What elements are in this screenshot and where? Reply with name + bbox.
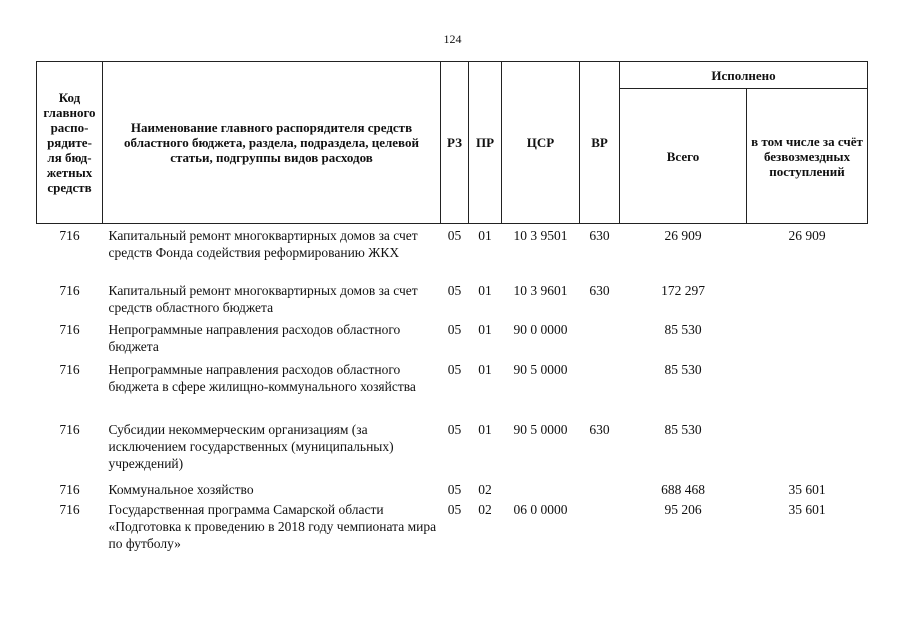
row-total: 85 530 [664, 421, 702, 437]
row-pr: 01 [478, 361, 492, 377]
row-grants [747, 321, 868, 361]
row-total: 688 468 [661, 481, 705, 497]
row-rz: 05 [447, 321, 462, 337]
row-rz: 05 [447, 501, 462, 517]
header-pr: ПР [469, 62, 502, 224]
row-csr: 90 5 0000 [513, 421, 568, 437]
table-row [37, 421, 868, 481]
row-vr [580, 481, 620, 501]
row-name: Непрограммные направления расходов областного бюджета в сфере жилищно-коммунального хозяйства [108, 361, 416, 394]
row-total: 95 206 [664, 501, 702, 517]
row-rz: 05 [447, 361, 462, 377]
row-pr: 02 [478, 481, 492, 497]
row-code: 716 [59, 421, 80, 437]
row-name: Субсидии некоммерческим организациям (за исключением государственных (муниципальных) учреждений) [108, 421, 394, 471]
header-grants: в том числе за счёт безвозмездных поступлений [747, 89, 868, 224]
table-header [37, 62, 868, 224]
row-code: 716 [59, 321, 80, 337]
table-row [37, 321, 868, 361]
row-total: 26 909 [664, 228, 702, 243]
row-grants: 35 601 [788, 481, 826, 497]
row-vr: 630 [589, 282, 610, 298]
row-name: Государственная программа Самарской области «Подготовка к проведению в 2018 году чемпионата мира по футболу» [108, 501, 437, 551]
row-pr: 01 [478, 421, 492, 437]
row-code: 716 [59, 282, 80, 298]
header-name: Наименование главного распорядителя средств областного бюджета, раздела, подраздела, целевой статьи, подгруппы видов расходов [103, 62, 441, 224]
table-row [37, 481, 868, 501]
row-pr: 01 [478, 321, 492, 337]
row-code: 716 [59, 481, 80, 497]
row-csr: 06 0 0000 [513, 501, 568, 517]
row-pr: 01 [478, 282, 492, 298]
row-csr [502, 481, 580, 501]
row-vr [580, 361, 620, 421]
row-grants: 26 909 [788, 228, 826, 243]
budget-table [36, 61, 868, 557]
row-rz: 05 [447, 421, 462, 437]
row-csr: 90 5 0000 [513, 361, 568, 377]
row-rz: 05 [447, 228, 462, 243]
page-number: 124 [443, 32, 462, 46]
row-grants [747, 361, 868, 421]
row-code: 716 [59, 361, 80, 377]
row-rz: 05 [447, 282, 462, 298]
row-total: 172 297 [661, 282, 705, 298]
row-code: 716 [59, 501, 80, 517]
row-vr [580, 321, 620, 361]
row-csr: 10 3 9501 [513, 228, 568, 243]
header-total: Всего [620, 89, 747, 224]
row-vr: 630 [589, 228, 610, 243]
row-total: 85 530 [664, 321, 702, 337]
row-csr: 10 3 9601 [513, 282, 568, 298]
row-name: Непрограммные направления расходов областного бюджета [108, 321, 401, 354]
header-csr: ЦСР [502, 62, 580, 224]
row-pr: 01 [478, 228, 492, 243]
header-rz: РЗ [441, 62, 469, 224]
row-pr: 02 [478, 501, 492, 517]
table-row [37, 224, 868, 282]
header-executed: Исполнено [620, 62, 868, 89]
row-code: 716 [59, 228, 80, 243]
header-code: Код главного распо-рядите-ля бюд-жетных средств [37, 62, 103, 224]
row-grants: 35 601 [788, 501, 826, 517]
table-row [37, 501, 868, 557]
table-row [37, 282, 868, 321]
row-name: Коммунальное хозяйство [108, 481, 254, 497]
table-row [37, 361, 868, 421]
row-name: Капитальный ремонт многоквартирных домов за счет средств областного бюджета [108, 282, 418, 315]
row-vr [580, 501, 620, 557]
header-vr: ВР [580, 62, 620, 224]
row-name: Капитальный ремонт многоквартирных домов за счет средств Фонда содействия реформированию ЖКХ [108, 228, 418, 260]
row-grants [747, 282, 868, 321]
row-total: 85 530 [664, 361, 702, 377]
row-grants [747, 421, 868, 481]
row-vr: 630 [589, 421, 610, 437]
row-csr: 90 0 0000 [513, 321, 568, 337]
row-rz: 05 [447, 481, 462, 497]
